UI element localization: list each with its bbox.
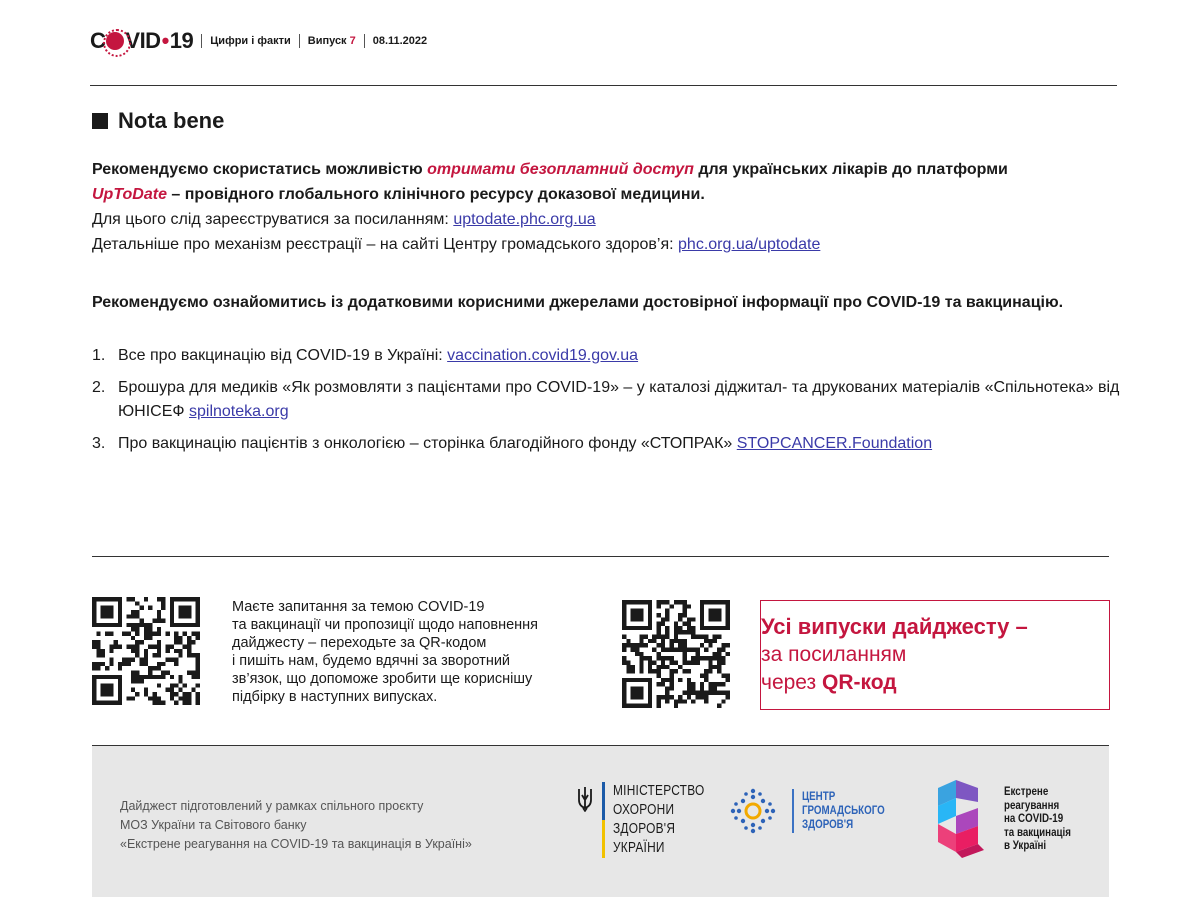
trident-icon (576, 786, 594, 812)
virus-icon (106, 32, 124, 50)
emergency-response-icon (934, 780, 990, 858)
digest-qr-code[interactable] (622, 600, 730, 708)
phc-line: ГРОМАДСЬКОГО (802, 805, 885, 817)
text: Детальніше про механізм реєстрації – на сайті Центру громадського здоров’я: (92, 236, 679, 253)
feedback-line: і пишіть нам, будемо вдячні за зворотний (232, 653, 511, 669)
issue-label: Випуск (307, 35, 347, 47)
header-rule (90, 85, 1117, 86)
section-name: Цифри і факти (210, 35, 291, 47)
text: для українських лікарів до платформи (693, 161, 1008, 178)
moz-flag-bar (602, 782, 605, 858)
text: – провідного глобального клінічного ресурсу доказової медицини. (166, 186, 705, 203)
promo-prefix: через (761, 671, 822, 694)
promo-qr-label: QR-код (821, 671, 897, 694)
phc-divider (792, 789, 794, 833)
nota-bene-title (92, 108, 224, 134)
moz-text (613, 782, 704, 858)
logo-dot: • (161, 28, 169, 53)
square-bullet-icon (92, 113, 108, 129)
sources-heading: Рекомендуємо ознайомитись із додатковими корисними джерелами достовірної інформації про COVID-19 та вакцинацію. (92, 294, 1064, 311)
page-footer (92, 746, 1109, 897)
moz-line: ОХОРОНИ (613, 802, 675, 818)
er-line: та вакцинація (1004, 826, 1071, 839)
uptodate-paragraph (92, 157, 1122, 257)
emergency-response-text (1004, 780, 1071, 858)
phc-line: ЦЕНТР (802, 791, 836, 803)
vaccination-link[interactable]: vaccination.covid19.gov.ua (447, 347, 639, 364)
er-line: Екстрене (1004, 786, 1049, 798)
list-item (92, 376, 1122, 424)
feedback-line: зв’язок, що допоможе зробити ще кориснішу (232, 671, 533, 687)
logo-text-19: 19 (169, 28, 194, 53)
feedback-text (232, 598, 592, 706)
list-item-body (118, 344, 1122, 368)
uptodate-highlight: UpToDate (92, 186, 167, 203)
phc-uptodate-link[interactable]: phc.org.ua/uptodate (678, 236, 821, 253)
sources-list (92, 344, 1122, 464)
qr-code-icon (92, 597, 200, 705)
qr-code-icon (622, 600, 730, 708)
text: Для цього слід зареєструватися за посиланням: (92, 211, 454, 228)
nota-bene-heading: Nota bene (118, 108, 225, 133)
list-text: Брошура для медиків «Як розмовляти з пацієнтами про COVID-19» – у каталозі діджитал- та друкованих матеріалів «Спільнотека» від ЮНІСЕФ (118, 379, 1120, 420)
moz-line: МІНІСТЕРСТВО (613, 783, 705, 799)
footer-line: «Екстрене реагування на COVID-19 та вакцинація в Україні» (120, 837, 472, 851)
digest-promo-box (760, 600, 1110, 710)
list-text: Про вакцинацію пацієнтів з онкологією – сторінка благодійного фонду «СТОПРАК» (118, 435, 737, 452)
footer-text (120, 797, 472, 854)
phc-text (802, 790, 885, 832)
logo-text-c: C (90, 28, 106, 53)
phc-logo (728, 786, 899, 836)
er-line: в Україні (1004, 840, 1047, 852)
feedback-line: підбірку в наступних випусках. (232, 689, 438, 705)
list-text: Все про вакцинацію від COVID-19 в Україні: (118, 347, 448, 364)
footer-line: Дайджест підготовлений у рамках спільного проєкту (120, 799, 424, 813)
issue-date: 08.11.2022 (372, 35, 428, 47)
promo-line: за посиланням (761, 643, 907, 666)
promo-title: Усі випуски дайджесту – (761, 614, 1028, 639)
covid19-logo (90, 28, 193, 54)
free-access-highlight: отримати безоплатний доступ (427, 161, 694, 178)
header-divider (364, 34, 365, 48)
er-line: на COVID-19 (1004, 813, 1064, 825)
logo-text-vid: VID (125, 28, 161, 53)
header-divider (201, 34, 202, 48)
list-item-body (118, 376, 1122, 424)
feedback-line: Маєте запитання за темою COVID-19 (232, 599, 485, 615)
uptodate-link[interactable]: uptodate.phc.org.ua (453, 211, 596, 228)
moz-line: УКРАЇНИ (613, 840, 665, 856)
list-item (92, 344, 1122, 368)
section-rule (92, 556, 1109, 557)
list-item (92, 432, 1122, 456)
emergency-response-logo (934, 780, 1083, 858)
list-item-body (118, 432, 1122, 456)
issue-number: 7 (349, 35, 356, 47)
phc-dots-icon (728, 786, 778, 836)
text: Рекомендуємо скористатись можливістю (92, 161, 428, 178)
footer-line: МОЗ України та Світового банку (120, 818, 307, 832)
page-header (90, 28, 427, 54)
feedback-line: та вакцинації чи пропозиції щодо наповнення (232, 617, 539, 633)
list-number: 2. (92, 379, 106, 396)
header-divider (299, 34, 300, 48)
er-line: реагування (1004, 799, 1060, 812)
promo-line (761, 669, 1109, 697)
spilnoteka-link[interactable]: spilnoteka.org (189, 403, 289, 420)
feedback-line: дайджесту – переходьте за QR-кодом (232, 635, 487, 651)
moz-line: ЗДОРОВ'Я (613, 821, 676, 837)
list-number: 3. (92, 435, 106, 452)
moz-logo (576, 782, 725, 858)
feedback-qr-code[interactable] (92, 597, 200, 705)
stopcancer-link[interactable]: STOPCANCER.Foundation (736, 435, 933, 452)
list-number: 1. (92, 347, 106, 364)
phc-line: ЗДОРОВ'Я (802, 819, 854, 831)
